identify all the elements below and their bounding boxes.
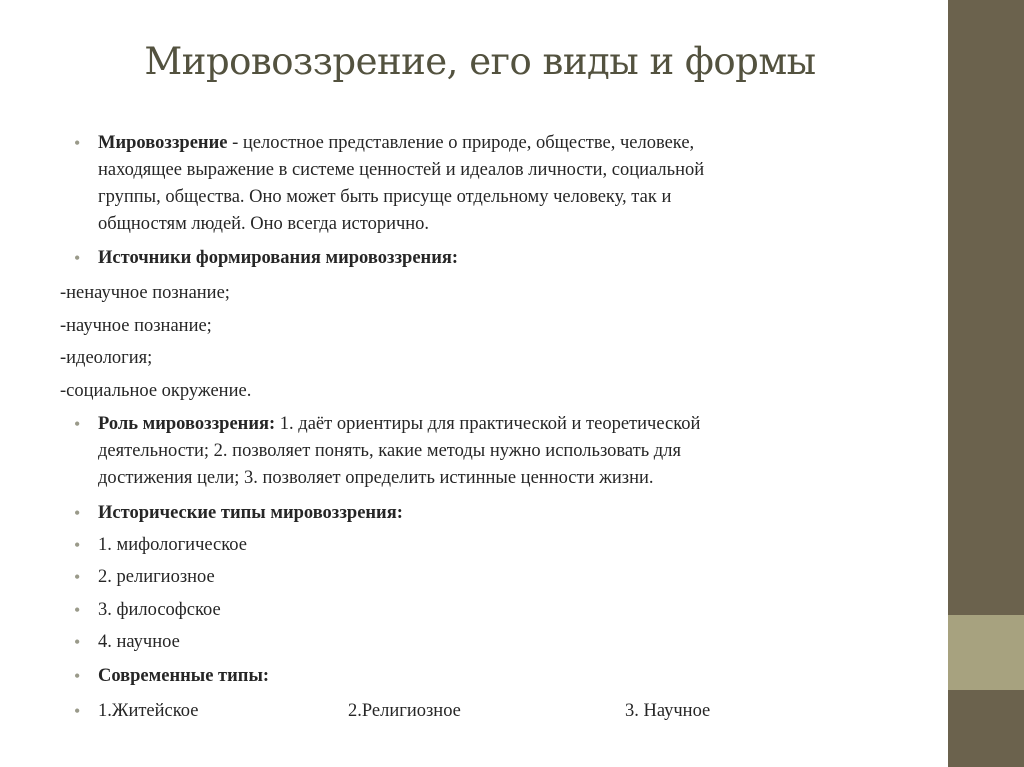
historical-heading: Исторические типы мировоззрения: [98,503,403,523]
historical-type: 3. философское [98,600,221,620]
modern-heading-item [74,663,270,690]
historical-heading-item [74,500,403,527]
role-line: 1. даёт ориентиры для практической и теоретической [275,414,701,434]
historical-list-item [74,597,221,624]
definition-item [74,130,695,157]
role-term: Роль мировоззрения: [98,414,276,434]
bullet-icon: • [74,414,81,434]
bullet-icon: • [74,632,81,652]
bullet-icon: • [74,567,81,587]
historical-type: 1. мифологическое [98,535,247,555]
sources-list-item: -ненаучное познание; [60,283,230,303]
definition-line: - целостное представление о природе, обществе, человеке, [227,133,695,153]
historical-list-item [74,532,247,559]
historical-type: 4. научное [98,632,180,652]
modern-type: 3. Научное [625,701,711,721]
bullet-icon: • [74,666,81,686]
historical-type: 2. религиозное [98,567,215,587]
bullet-icon: • [74,503,81,523]
sources-heading-item [74,245,459,272]
historical-list-item [74,629,180,656]
modern-type: 1.Житейское [98,701,199,721]
sidebar-decoration-light [948,615,1024,690]
bullet-icon: • [74,133,81,153]
role-item [74,411,701,438]
bullet-icon: • [74,248,81,268]
historical-list-item [74,564,215,591]
definition-line: общностям людей. Оно всегда исторично. [98,214,430,234]
sources-list-item: -идеология; [60,348,153,368]
bullet-icon: • [74,600,81,620]
sources-heading: Источники формирования мировоззрения: [98,248,459,268]
definition-line: группы, общества. Оно может быть присуще отдельному человеку, так и [98,187,672,207]
role-line: деятельности; 2. позволяет понять, какие методы нужно использовать для [98,441,681,461]
role-line: достижения цели; 3. позволяет определить истинные ценности жизни. [98,468,654,488]
slide-title: Мировоззрение, его виды и формы [144,40,816,83]
bullet-icon: • [74,701,81,721]
sources-list-item: -социальное окружение. [60,381,252,401]
bullet-icon: • [74,535,81,555]
modern-heading: Современные типы: [98,666,270,686]
modern-type: 2.Религиозное [348,701,461,721]
definition-term: Мировоззрение [98,133,228,153]
sources-list-item: -научное познание; [60,316,212,336]
definition-line: находящее выражение в системе ценностей и идеалов личности, социальной [98,160,705,180]
